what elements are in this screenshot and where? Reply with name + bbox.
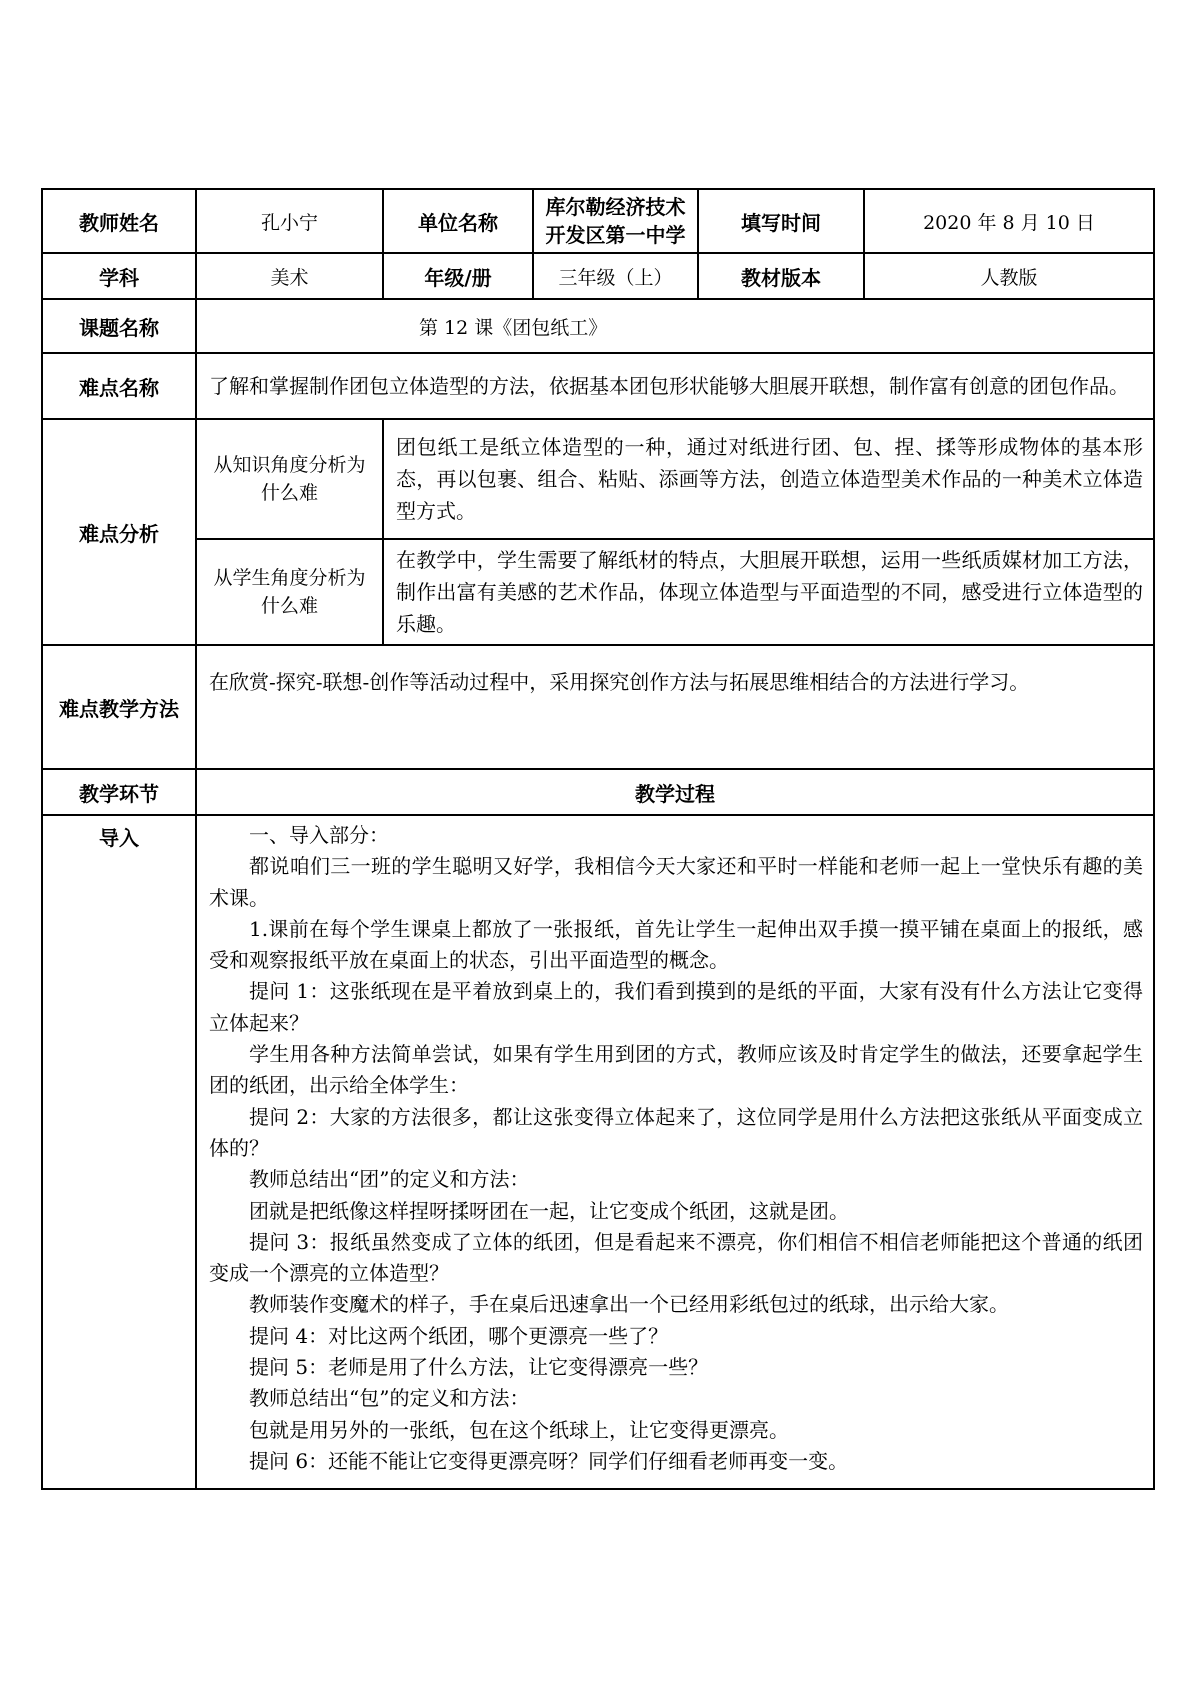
row-subject	[42, 253, 1154, 299]
subject-label: 学科	[42, 253, 196, 299]
analysis-label: 难点分析	[42, 419, 196, 645]
teacher-name: 孔小宁	[196, 189, 383, 253]
difficulty-name-label: 难点名称	[42, 353, 196, 419]
process-paragraph: 包就是用另外的一张纸，包在这个纸球上，让它变得更漂亮。	[249, 1417, 789, 1442]
grade-label: 年级/册	[383, 253, 533, 299]
process-paragraph: 教师装作变魔术的样子，手在桌后迅速拿出一个已经用彩纸包过的纸球，出示给大家。	[249, 1292, 1009, 1317]
knowledge-text: 团包纸工是纸立体造型的一种，通过对纸进行团、包、捏、揉等形成物体的基本形态，再以包裹、组合、粘贴、添画等方法，创造立体造型美术作品的一种美术立体造型方式。	[383, 419, 1154, 539]
date-value: 2020 年 8 月 10 日	[864, 189, 1154, 253]
unit-name-line2: 开发区第一中学	[545, 223, 686, 247]
row-method	[42, 645, 1154, 769]
process-paragraph: 提问 5：老师是用了什么方法，让它变得漂亮一些？	[249, 1355, 709, 1380]
process-body	[196, 815, 1154, 1489]
process-paragraph: 提问 3：报纸虽然变成了立体的纸团，但是看起来不漂亮，你们相信不相信老师能把这个普通的纸团变成一个漂亮的立体造型？	[209, 1229, 1143, 1286]
subject-value: 美术	[196, 253, 383, 299]
row-analysis-student	[42, 539, 1154, 645]
row-teacher	[42, 189, 1154, 253]
process-header: 教学过程	[196, 769, 1154, 815]
date-label: 填写时间	[698, 189, 864, 253]
topic-label: 课题名称	[42, 299, 196, 353]
method-text: 在欣赏-探究-联想-创作等活动过程中，采用探究创作方法与拓展思维相结合的方法进行学习。	[196, 645, 1154, 769]
lesson-plan-table	[41, 188, 1155, 1490]
process-paragraph: 提问 4：对比这两个纸团，哪个更漂亮一些了？	[249, 1323, 669, 1348]
stage-header: 教学环节	[42, 769, 196, 815]
edition-value: 人教版	[864, 253, 1154, 299]
unit-name-line1: 库尔勒经济技术	[545, 195, 686, 219]
grade-value: 三年级（上）	[533, 253, 698, 299]
difficulty-name-text: 了解和掌握制作团包立体造型的方法，依据基本团包形状能够大胆展开联想，制作富有创意的团包作品。	[196, 353, 1154, 419]
teacher-label: 教师姓名	[42, 189, 196, 253]
topic-value: 第 12 课《团包纸工》	[196, 299, 1154, 353]
process-paragraph: 教师总结出“包”的定义和方法：	[249, 1386, 530, 1411]
student-text: 在教学中，学生需要了解纸材的特点，大胆展开联想，运用一些纸质媒材加工方法，制作出富有美感的艺术作品，体现立体造型与平面造型的不同，感受进行立体造型的乐趣。	[383, 539, 1154, 645]
process-paragraph: 教师总结出“团”的定义和方法：	[249, 1167, 530, 1192]
process-paragraph: 都说咱们三一班的学生聪明又好学，我相信今天大家还和平时一样能和老师一起上一堂快乐有趣的美术课。	[209, 854, 1143, 910]
process-paragraph: 提问 1：这张纸现在是平着放到桌上的，我们看到摸到的是纸的平面，大家有没有什么方法让它变得立体起来？	[209, 979, 1143, 1035]
process-paragraph: 1.课前在每个学生课桌上都放了一张报纸，首先让学生一起伸出双手摸一摸平铺在桌面上的报纸，感受和观察报纸平放在桌面上的状态，引出平面造型的概念。	[209, 916, 1143, 973]
row-process-header	[42, 769, 1154, 815]
unit-label: 单位名称	[383, 189, 533, 253]
process-paragraph: 提问 2：大家的方法很多，都让这张变得立体起来了，这位同学是用什么方法把这张纸从平面变成立体的？	[209, 1104, 1143, 1160]
stage-name: 导入	[42, 815, 196, 1489]
row-process-intro	[42, 815, 1154, 1489]
student-label: 从学生角度分析为什么难	[196, 539, 383, 645]
process-paragraph: 团就是把纸像这样捏呀揉呀团在一起，让它变成个纸团，这就是团。	[249, 1198, 849, 1223]
unit-name	[533, 189, 698, 253]
process-paragraph: 提问 6：还能不能让它变得更漂亮呀？同学们仔细看老师再变一变。	[249, 1448, 849, 1473]
row-topic	[42, 299, 1154, 353]
method-label: 难点教学方法	[42, 645, 196, 769]
row-difficulty-name	[42, 353, 1154, 419]
row-analysis-knowledge	[42, 419, 1154, 539]
edition-label: 教材版本	[698, 253, 864, 299]
process-paragraph: 学生用各种方法简单尝试，如果有学生用到团的方式，教师应该及时肯定学生的做法，还要拿起学生团的纸团，出示给全体学生：	[209, 1042, 1143, 1098]
process-paragraph: 一、导入部分：	[249, 823, 389, 847]
knowledge-label: 从知识角度分析为什么难	[196, 419, 383, 539]
